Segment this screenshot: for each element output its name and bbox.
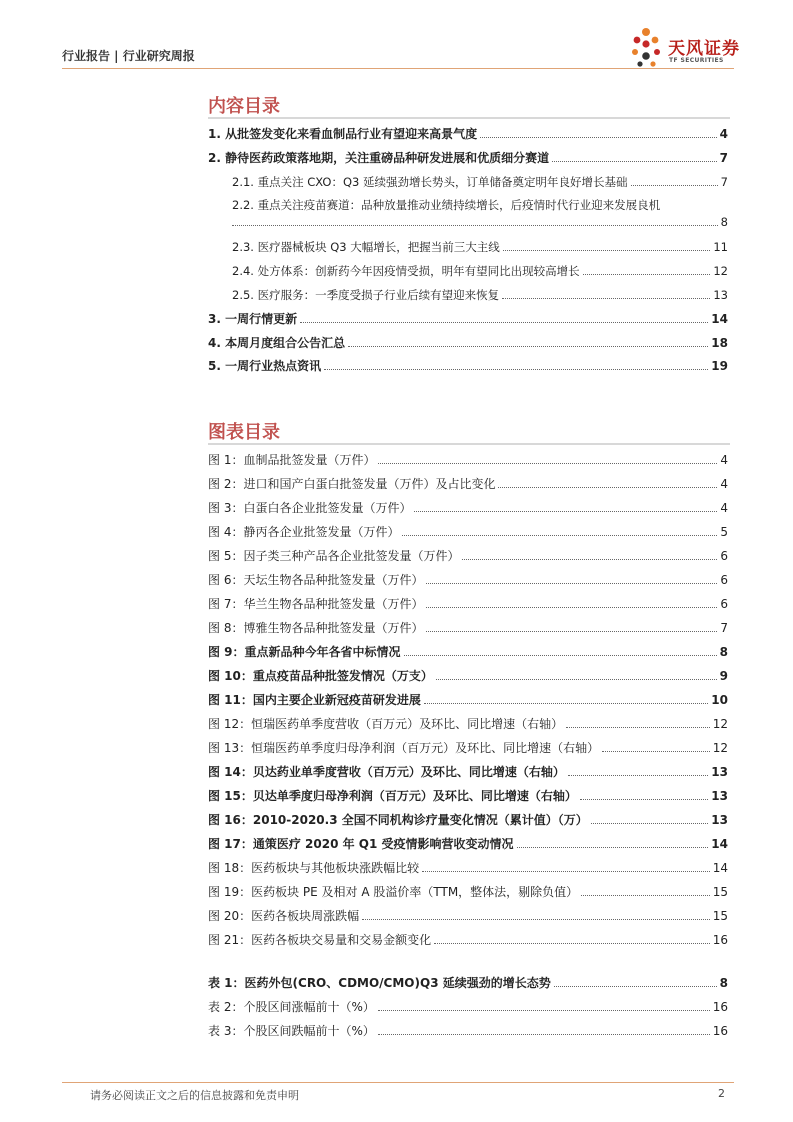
toc-title-rule bbox=[208, 117, 730, 119]
figure-entry-page: 12 bbox=[712, 741, 728, 755]
figure-entry-page: 14 bbox=[711, 837, 728, 851]
figure-entry-label: 图 12：恒瑞医药单季度营收（百万元）及环比、同比增速（右轴） bbox=[208, 717, 564, 731]
figure-entry[interactable] bbox=[208, 570, 728, 588]
figure-entry-page: 4 bbox=[720, 477, 728, 491]
figure-entry-label: 图 5：因子类三种产品各企业批签发量（万件） bbox=[208, 549, 460, 563]
figure-entry[interactable] bbox=[208, 666, 728, 684]
toc-entry-page: 18 bbox=[711, 336, 728, 350]
toc-entry-label: 2. 静待医药政策落地期，关注重磅品种研发进展和优质细分赛道 bbox=[208, 151, 550, 165]
toc-entry-page: 7 bbox=[720, 175, 728, 189]
figure-entry-label: 图 18：医药板块与其他板块涨跌幅比较 bbox=[208, 861, 420, 875]
toc-entry-page: 8 bbox=[720, 215, 728, 229]
toc-entry-page: 12 bbox=[713, 264, 728, 278]
toc-title: 内容目录 bbox=[208, 96, 280, 117]
toc-entry[interactable] bbox=[208, 124, 728, 142]
figure-entry-page: 13 bbox=[711, 813, 728, 827]
figure-entry-label: 图 1：血制品批签发量（万件） bbox=[208, 453, 376, 467]
figure-entry-page: 14 bbox=[712, 861, 728, 875]
figure-entry[interactable] bbox=[208, 474, 728, 492]
figure-entry-page: 12 bbox=[712, 717, 728, 731]
figure-entry[interactable] bbox=[208, 810, 728, 828]
figure-entry-page: 13 bbox=[711, 765, 728, 779]
figure-entry-page: 16 bbox=[712, 933, 728, 947]
figure-entry[interactable] bbox=[208, 882, 728, 900]
figure-entry-page: 8 bbox=[719, 645, 728, 659]
figure-entry-label: 图 10：重点疫苗品种批签发情况（万支） bbox=[208, 669, 433, 683]
toc-entry-label: 4. 本周月度组合公告汇总 bbox=[208, 336, 346, 350]
figure-entry[interactable] bbox=[208, 594, 728, 612]
logo-text-cn: 天风证券 bbox=[668, 39, 740, 59]
table-entry-page: 8 bbox=[719, 976, 728, 990]
figure-entry-label: 图 14：贝达药业单季度营收（百万元）及环比、同比增速（右轴） bbox=[208, 765, 565, 779]
toc-entry-page: 11 bbox=[713, 240, 728, 254]
figure-entry[interactable] bbox=[208, 546, 728, 564]
figure-entry-page: 6 bbox=[720, 573, 728, 587]
figure-entry-label: 图 20：医药各板块周涨跌幅 bbox=[208, 909, 360, 923]
logo-flower-icon bbox=[626, 25, 666, 69]
toc-entry-label: 3. 一周行情更新 bbox=[208, 312, 298, 326]
toc-entry-page: 7 bbox=[719, 151, 728, 165]
figure-entry-page: 6 bbox=[720, 597, 728, 611]
report-category-label: 行业报告 | 行业研究周报 bbox=[62, 49, 195, 63]
table-entry[interactable] bbox=[208, 997, 728, 1015]
figures-title: 图表目录 bbox=[208, 422, 280, 443]
header-divider bbox=[62, 68, 734, 69]
toc-entry-label: 2.5. 医疗服务：一季度受损子行业后续有望迎来恢复 bbox=[232, 288, 500, 302]
toc-entry[interactable] bbox=[208, 333, 728, 351]
figure-entry-page: 10 bbox=[711, 693, 728, 707]
figure-entry-label: 图 16：2010-2020.3 全国不同机构诊疗量变化情况（累计值）（万） bbox=[208, 813, 588, 827]
figure-entry-label: 图 9：重点新品种今年各省中标情况 bbox=[208, 645, 401, 659]
figure-entry-page: 7 bbox=[720, 621, 728, 635]
figure-entry-page: 9 bbox=[719, 669, 728, 683]
figure-entry-label: 图 21：医药各板块交易量和交易金额变化 bbox=[208, 933, 432, 947]
figure-entry[interactable] bbox=[208, 834, 728, 852]
toc-entry-label: 2.4. 处方体系：创新药今年因疫情受损，明年有望同比出现较高增长 bbox=[232, 264, 580, 278]
toc-entry-label: 2.3. 医疗器械板块 Q3 大幅增长，把握当前三大主线 bbox=[232, 240, 500, 254]
figure-entry-page: 13 bbox=[711, 789, 728, 803]
figure-entry-label: 图 11：国内主要企业新冠疫苗研发进展 bbox=[208, 693, 421, 707]
figure-entry-label: 图 4：静丙各企业批签发量（万件） bbox=[208, 525, 400, 539]
footer-divider bbox=[62, 1082, 734, 1083]
toc-subentry[interactable] bbox=[232, 261, 728, 279]
toc-entry-label: 2.1. 重点关注 CXO：Q3 延续强劲增长势头，订单储备奠定明年良好增长基础 bbox=[232, 175, 628, 189]
figure-entry[interactable] bbox=[208, 618, 728, 636]
company-logo bbox=[626, 25, 738, 69]
table-entry[interactable] bbox=[208, 1021, 728, 1039]
figure-entry-label: 图 8：博雅生物各品种批签发量（万件） bbox=[208, 621, 424, 635]
figure-entry[interactable] bbox=[208, 714, 728, 732]
figure-entry[interactable] bbox=[208, 642, 728, 660]
footer-disclaimer: 请务必阅读正文之后的信息披露和免责申明 bbox=[90, 1089, 299, 1102]
toc-entry-page: 13 bbox=[713, 288, 728, 302]
figure-entry-label: 图 3：白蛋白各企业批签发量（万件） bbox=[208, 501, 412, 515]
figure-entry-page: 15 bbox=[712, 909, 728, 923]
figure-entry[interactable] bbox=[208, 450, 728, 468]
figure-entry[interactable] bbox=[208, 858, 728, 876]
figure-entry-page: 4 bbox=[720, 453, 728, 467]
table-entry-page: 16 bbox=[712, 1000, 728, 1014]
figure-entry[interactable] bbox=[208, 738, 728, 756]
logo-text-en: TF SECURITIES bbox=[669, 57, 724, 64]
figure-entry-label: 图 6：天坛生物各品种批签发量（万件） bbox=[208, 573, 424, 587]
figure-entry-label: 图 2：进口和国产白蛋白批签发量（万件）及占比变化 bbox=[208, 477, 496, 491]
toc-entry-page: 4 bbox=[719, 127, 728, 141]
figures-title-rule bbox=[208, 443, 730, 445]
figure-entry[interactable] bbox=[208, 522, 728, 540]
toc-entry[interactable] bbox=[208, 309, 728, 327]
toc-entry-page: 19 bbox=[711, 359, 728, 373]
toc-subentry[interactable] bbox=[232, 172, 728, 190]
figure-entry[interactable] bbox=[208, 786, 728, 804]
figure-entry[interactable] bbox=[208, 498, 728, 516]
table-entry-page: 16 bbox=[712, 1024, 728, 1038]
figure-entry-label: 图 7：华兰生物各品种批签发量（万件） bbox=[208, 597, 424, 611]
figure-entry[interactable] bbox=[208, 690, 728, 708]
toc-entry-page: 14 bbox=[711, 312, 728, 326]
toc-entry[interactable] bbox=[208, 356, 728, 374]
figure-entry-label: 图 19：医药板块 PE 及相对 A 股溢价率（TTM，整体法，剔除负值） bbox=[208, 885, 579, 899]
figure-entry-label: 图 17：通策医疗 2020 年 Q1 受疫情影响营收变动情况 bbox=[208, 837, 514, 851]
toc-entry-label: 2.2. 重点关注疫苗赛道：品种放量推动业绩持续增长，后疫情时代行业迎来发展良机 bbox=[232, 198, 661, 212]
toc-entry-label: 1. 从批签发变化来看血制品行业有望迎来高景气度 bbox=[208, 127, 478, 141]
table-entry-label: 表 1：医药外包(CRO、CDMO/CMO)Q3 延续强劲的增长态势 bbox=[208, 976, 551, 990]
figure-entry-label: 图 13：恒瑞医药单季度归母净利润（百万元）及环比、同比增速（右轴） bbox=[208, 741, 600, 755]
page-number: 2 bbox=[718, 1087, 725, 1100]
toc-entry[interactable] bbox=[208, 148, 728, 166]
table-entry[interactable] bbox=[208, 973, 728, 991]
table-entry-label: 表 2：个股区间涨幅前十（%） bbox=[208, 1000, 375, 1014]
toc-subentry[interactable] bbox=[232, 195, 728, 213]
figure-entry[interactable] bbox=[208, 762, 728, 780]
toc-subentry[interactable] bbox=[232, 285, 728, 303]
figure-entry-page: 15 bbox=[712, 885, 728, 899]
figure-entry-page: 4 bbox=[720, 501, 728, 515]
figure-entry-label: 图 15：贝达单季度归母净利润（百万元）及环比、同比增速（右轴） bbox=[208, 789, 577, 803]
figure-entry-page: 5 bbox=[720, 525, 728, 539]
figure-entry[interactable] bbox=[208, 930, 728, 948]
toc-entry-label: 5. 一周行业热点资讯 bbox=[208, 359, 322, 373]
figure-entry[interactable] bbox=[208, 906, 728, 924]
table-entry-label: 表 3：个股区间跌幅前十（%） bbox=[208, 1024, 375, 1038]
figure-entry-page: 6 bbox=[720, 549, 728, 563]
toc-subentry-continuation[interactable] bbox=[232, 212, 728, 230]
toc-subentry[interactable] bbox=[232, 237, 728, 255]
